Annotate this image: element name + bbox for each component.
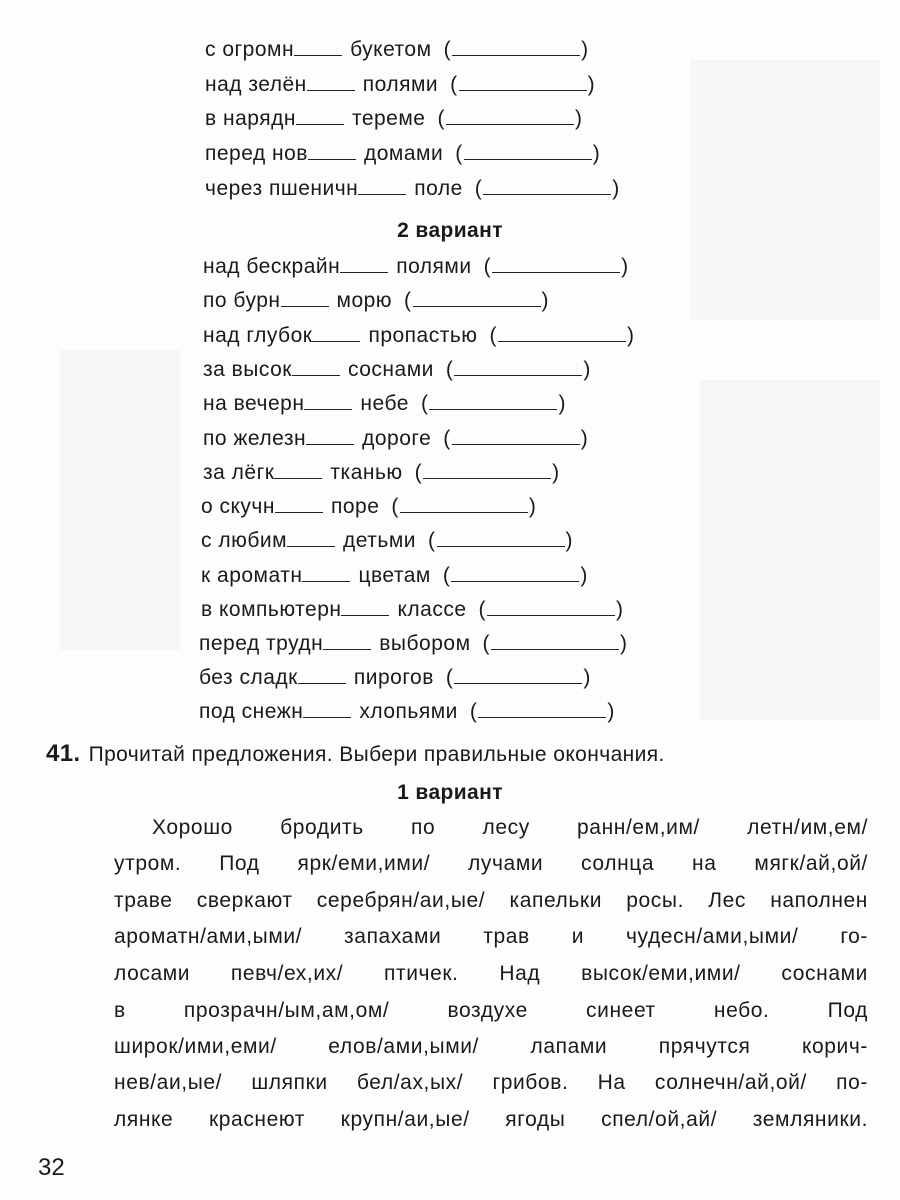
ending-blank[interactable] [292,355,340,376]
bleed-through-area [690,60,880,320]
phrase-adjective: над бескрайн [203,255,341,278]
answer-blank[interactable] [400,490,528,513]
phrase-noun: букетом [350,38,432,61]
paren-open: ( [391,495,399,518]
paren-close: ) [612,177,620,200]
phrase-row [205,68,595,102]
paren-open: ( [443,38,452,61]
answer-blank[interactable] [454,353,582,376]
paren-open: ( [414,461,423,484]
phrase-row [203,250,629,284]
paren-close: ) [621,255,629,278]
paragraph-line: ароматн/ами,ыми/ запахами трав и чудесн/ами,ыми/ го- [114,925,868,948]
paren-open: ( [443,427,451,450]
variant-1-heading: 1 вариант [397,781,503,804]
ending-blank[interactable] [308,139,356,160]
paragraph-line: утром. Под ярк/еми,ими/ лучами солнца на мягк/ай,ой/ [114,852,868,875]
phrase-adjective: с огромн [205,38,295,61]
phrase-noun: тереме [351,107,426,130]
ending-blank[interactable] [358,174,406,195]
phrase-adjective: за высок [203,358,292,381]
ending-blank[interactable] [296,104,344,125]
paren-open: ( [450,73,458,96]
paren-close: ) [587,73,596,96]
variant-2-heading: 2 вариант [397,219,503,242]
phrase-noun: домами [363,142,444,165]
phrase-adjective: за лёгк [203,461,275,484]
exercise-number: 41. [46,740,81,767]
phrase-adjective: в компьютерн [201,598,342,621]
paren-open: ( [428,529,436,552]
paren-close: ) [541,289,550,312]
phrase-noun: хлопьями [359,700,458,723]
phrase-row [205,137,600,171]
answer-blank[interactable] [437,524,565,547]
paren-close: ) [552,461,560,484]
ending-blank[interactable] [323,629,371,650]
phrase-adjective: перед трудн [199,632,324,655]
phrase-noun: выбором [379,632,471,655]
phrase-noun: пропастью [368,324,478,347]
phrase-adjective: над глубок [203,324,313,347]
answer-blank[interactable] [492,250,620,273]
paren-open: ( [469,700,478,723]
paragraph-line: лосами певч/ех,их/ птичек. Над высок/еми,ими/ соснами [114,962,868,985]
paren-open: ( [437,107,445,130]
answer-blank[interactable] [452,422,580,445]
ending-blank[interactable] [303,697,351,718]
paren-close: ) [528,495,537,518]
answer-blank[interactable] [454,661,582,684]
paren-open: ( [489,324,498,347]
ending-blank[interactable] [341,595,389,616]
paren-close: ) [580,564,588,587]
phrase-noun: полями [396,255,472,278]
phrase-adjective: с любим [201,529,288,552]
paren-open: ( [442,564,451,587]
phrase-adjective: к ароматн [201,564,303,587]
phrase-adjective: по бурн [203,289,281,312]
ending-blank[interactable] [274,458,322,479]
phrase-adjective: на вечерн [203,392,305,415]
phrase-row [201,559,588,593]
page-number: 32 [38,1154,65,1181]
paren-open: ( [478,598,487,621]
phrase-row [199,695,615,729]
paren-open: ( [445,358,454,381]
phrase-adjective: без сладк [199,666,298,689]
ending-blank[interactable] [287,526,335,547]
answer-blank[interactable] [413,284,541,307]
ending-blank[interactable] [298,663,346,684]
bleed-through-area [60,350,180,650]
phrase-row [199,661,591,695]
phrase-noun: детьми [343,529,417,552]
ending-blank[interactable] [312,321,360,342]
paren-close: ) [581,38,589,61]
phrase-noun: тканью [330,461,403,484]
phrase-row [203,387,566,421]
phrase-noun: дороге [362,427,432,450]
paren-close: ) [583,358,591,381]
paren-close: ) [558,392,566,415]
paren-close: ) [592,142,601,165]
phrase-row [203,284,549,318]
paren-close: ) [574,107,583,130]
paren-open: ( [420,392,429,415]
phrase-noun: пирогов [353,666,434,689]
paragraph-line: широк/ими,еми/ елов/ами,ыми/ лапами прячутся корич- [114,1035,868,1058]
ending-blank[interactable] [307,70,355,91]
paren-close: ) [565,529,574,552]
paragraph-line: в прозрачн/ым,ам,ом/ воздухе синеет небо. Под [114,999,868,1022]
phrase-row [203,319,635,353]
paren-close: ) [607,700,615,723]
answer-blank[interactable] [459,68,587,91]
answer-blank[interactable] [429,387,557,410]
phrase-row [203,353,591,387]
answer-blank[interactable] [483,172,611,195]
instruction-text: Прочитай предложения. Выбери правильные окончания. [88,743,665,766]
paren-open: ( [445,666,454,689]
ending-blank[interactable] [302,561,350,582]
phrase-adjective: над зелён [205,73,307,96]
paren-close: ) [583,666,591,689]
ending-blank[interactable] [340,252,388,273]
bleed-through-area [700,380,880,720]
phrase-row [199,627,628,661]
paren-close: ) [620,632,628,655]
answer-blank[interactable] [498,319,626,342]
answer-blank[interactable] [491,627,619,650]
phrase-row [201,524,573,558]
paragraph-line: нев/аи,ые/ шляпки бел/ах,ых/ грибов. На солнечн/ай,ой/ по- [114,1071,868,1094]
phrase-adjective: перед нов [205,142,308,165]
phrase-row [203,422,588,456]
phrase-row [205,172,620,206]
phrase-noun: поле [414,177,463,200]
phrase-adjective: по железн [203,427,307,450]
phrase-noun: небе [360,392,409,415]
phrase-row [205,33,589,67]
phrase-adjective: под снежн [199,700,304,723]
ending-blank[interactable] [306,424,354,445]
phrase-adjective: в нарядн [205,107,296,130]
paragraph-line: Хорошо бродить по лесу ранн/ем,им/ летн/им,ем/ [152,816,868,839]
paren-close: ) [580,427,589,450]
phrase-row [203,456,560,490]
ending-blank[interactable] [275,492,323,513]
ending-blank[interactable] [304,389,352,410]
answer-blank[interactable] [452,33,580,56]
phrase-noun: полями [362,73,439,96]
ending-blank[interactable] [294,35,342,56]
paren-close: ) [627,324,635,347]
paren-open: ( [482,632,491,655]
paren-open: ( [483,255,492,278]
paragraph-line: траве сверкают серебрян/аи,ые/ капельки росы. Лес наполнен [114,889,868,912]
paren-close: ) [616,598,624,621]
phrase-noun: соснами [348,358,434,381]
answer-blank[interactable] [487,593,615,616]
phrase-noun: поре [330,495,380,518]
answer-blank[interactable] [423,456,551,479]
answer-blank[interactable] [451,559,579,582]
phrase-adjective: через пшеничн [205,177,359,200]
exercise-41-instruction [46,734,665,774]
answer-blank[interactable] [446,102,574,125]
paren-open: ( [455,142,463,165]
answer-blank[interactable] [478,695,606,718]
phrase-row [201,593,624,627]
phrase-row [201,490,536,524]
phrase-noun: цветам [358,564,431,587]
phrase-noun: морю [336,289,393,312]
ending-blank[interactable] [281,286,329,307]
phrase-adjective: о скучн [201,495,275,518]
phrase-row [205,102,582,136]
paren-open: ( [404,289,412,312]
answer-blank[interactable] [464,137,592,160]
paren-open: ( [474,177,483,200]
phrase-noun: классе [397,598,467,621]
paragraph-line: лянке краснеют крупн/аи,ые/ ягоды спел/ой,ай/ земляники. [114,1108,868,1131]
